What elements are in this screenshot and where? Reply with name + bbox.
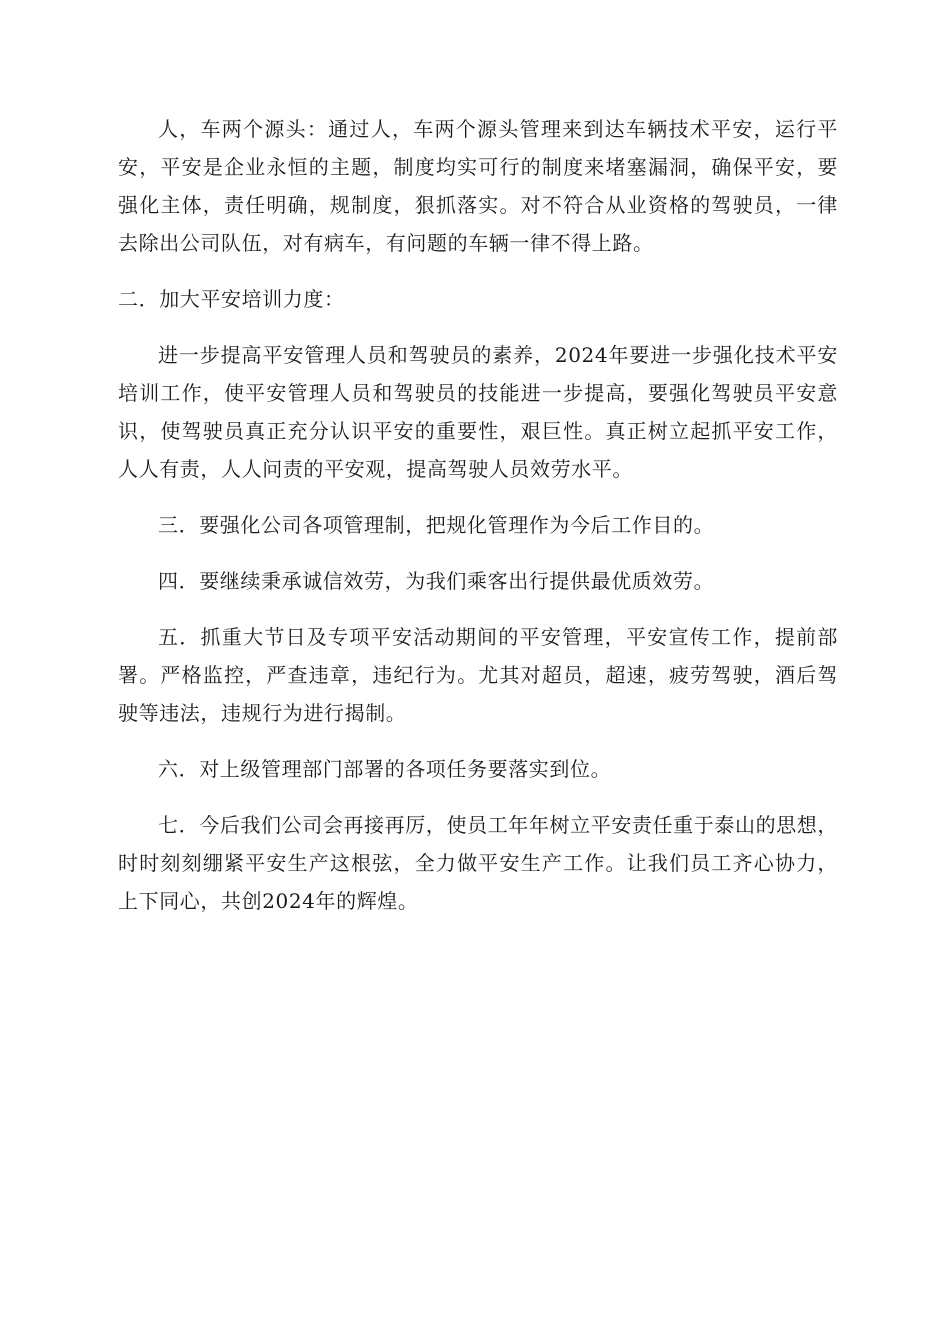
item-five: 五．抓重大节日及专项平安活动期间的平安管理，平安宣传工作，提前部署。严格监控，严查违章，违纪行为。尤其对超员，超速，疲劳驾驶，酒后驾驶等违法，违规行为进行揭制。 <box>118 625 838 725</box>
item-six: 六．对上级管理部门部署的各项任务要落实到位。 <box>158 757 612 781</box>
paragraph-training: 进一步提高平安管理人员和驾驶员的素养，2024年要进一步强化技术平安培训工作，使平安管理人员和驾驶员的技能进一步提高，要强化驾驶员平安意识，使驾驶员真正充分认识平安的重要性，艰巨性。真正树立起抓平安工作，人人有责，人人问责的平安观，提高驾驶人员效劳水平。 <box>118 343 838 481</box>
paragraph-source-management: 人，车两个源头：通过人，车两个源头管理来到达车辆技术平安，运行平安，平安是企业永恒的主题，制度均实可行的制度来堵塞漏洞，确保平安，要强化主体，责任明确，规制度，狠抓落实。对不符合从业资格的驾驶员，一律去除出公司队伍，对有病车，有问题的车辆一律不得上路。 <box>118 117 838 255</box>
item-four: 四．要继续秉承诚信效劳，为我们乘客出行提供最优质效劳。 <box>158 569 715 593</box>
item-seven: 七．今后我们公司会再接再厉，使员工年年树立平安责任重于泰山的思想，时时刻刻绷紧平安生产这根弦，全力做平安生产工作。让我们员工齐心协力，上下同心，共创2024年的辉煌。 <box>118 813 838 913</box>
item-three: 三．要强化公司各项管理制，把规化管理作为今后工作目的。 <box>158 513 715 537</box>
document-body <box>118 110 838 920</box>
heading-training: 二．加大平安培训力度： <box>118 287 345 311</box>
